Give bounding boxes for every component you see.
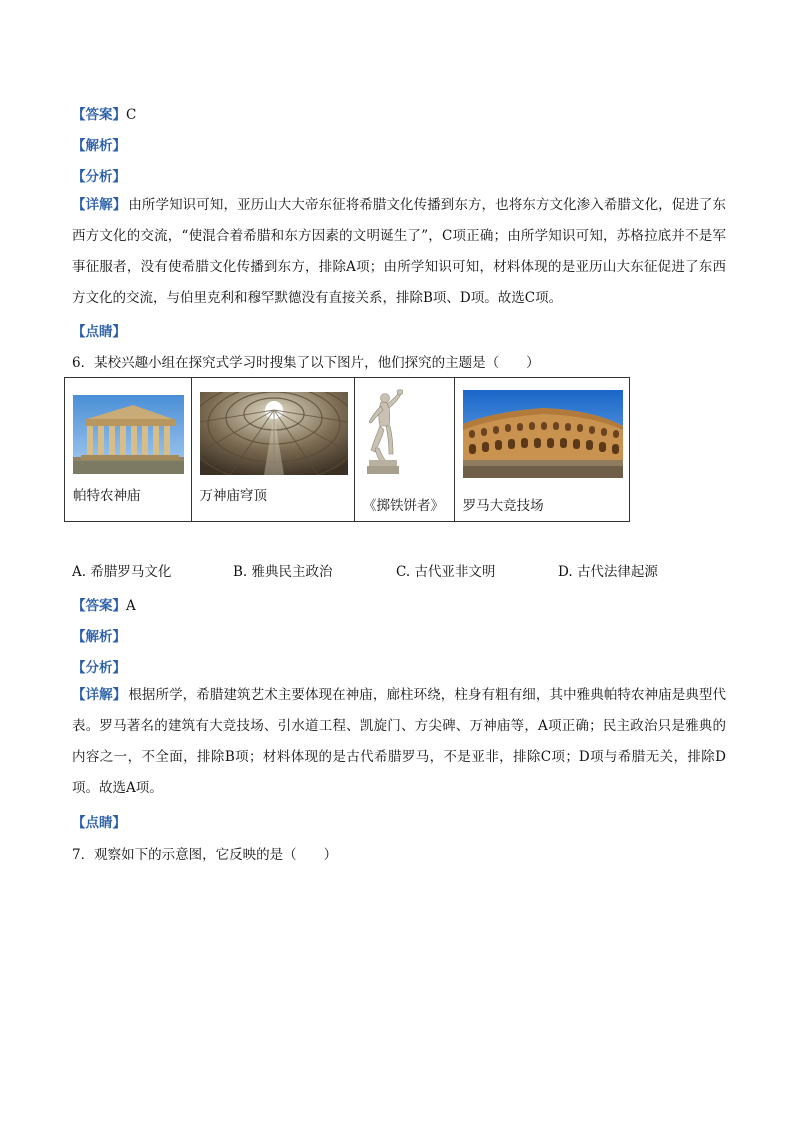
q6-options [72, 560, 732, 582]
q6-fenxi-line [72, 656, 126, 676]
option-b[interactable] [233, 560, 333, 580]
answer-value: C [126, 107, 137, 123]
q6-detail-paragraph [72, 680, 726, 804]
comment-tag: 【点睛】 [72, 324, 126, 340]
image-caption: 《掷铁饼者》 [362, 498, 444, 514]
parthenon-photo [73, 395, 184, 474]
option-text: 古代法律起源 [576, 564, 658, 580]
comment-tag: 【点睛】 [72, 815, 126, 831]
q5-analysis-line [72, 134, 126, 154]
analysis-tag: 【解析】 [72, 629, 126, 645]
detail-tag: 【详解】 [72, 197, 127, 213]
q6-answer-line [72, 594, 136, 614]
option-letter: D. [558, 564, 573, 580]
answer-tag: 【答案】 [72, 107, 126, 123]
pantheon-dome-photo [200, 392, 348, 475]
fenxi-tag: 【分析】 [72, 169, 126, 185]
image-cell-colosseum [455, 378, 629, 521]
option-c[interactable] [396, 560, 495, 580]
detail-text: 由所学知识可知，亚历山大大帝东征将希腊文化传播到东方，也将东方文化渗入希腊文化，促进了东西方文化的交流，“使混合着希腊和东方因素的文明诞生了”，C项正确；由所学知识可知，苏格拉底并不是军事征服者，没有使希腊文化传播到东方，排除A项；由所学知识可知，材料体现的是亚历山大东征促进了东西方文化的交流，与伯里克利和穆罕默德没有直接关系，排除B项、D项。故选C项。 [72, 197, 727, 306]
q7-stem: 7．观察如下的示意图，它反映的是（ ） [72, 847, 338, 863]
answer-tag: 【答案】 [72, 598, 126, 614]
image-caption: 帕特农神庙 [73, 488, 141, 504]
image-caption: 罗马大竞技场 [462, 498, 544, 514]
option-text: 雅典民主政治 [251, 564, 333, 580]
detail-text: 根据所学，希腊建筑艺术主要体现在神庙，廊柱环绕，柱身有粗有细，其中雅典帕特农神庙是典型代表。罗马著名的建筑有大竞技场、引水道工程、凯旋门、方尖碑、万神庙等，A项正确；民主政治只是雅典的内容之一，不全面，排除B项；材料体现的是古代希腊罗马，不是亚非，排除C项；D项与希腊无关，排除D项。故选A项。 [72, 687, 727, 796]
option-d[interactable] [558, 560, 658, 580]
option-letter: C. [396, 564, 411, 580]
option-letter: B. [233, 564, 248, 580]
image-cell-pantheon [192, 378, 355, 521]
analysis-tag: 【解析】 [72, 138, 126, 154]
option-a[interactable] [72, 560, 171, 580]
option-text: 古代亚非文明 [414, 564, 496, 580]
image-cell-discobolus [355, 378, 455, 521]
fenxi-tag: 【分析】 [72, 660, 126, 676]
q5-comment-line [72, 320, 126, 340]
option-text: 希腊罗马文化 [90, 564, 172, 580]
colosseum-photo [463, 390, 623, 478]
option-letter: A. [72, 564, 87, 580]
q6-image-table [64, 377, 630, 522]
q5-answer-line [72, 103, 136, 123]
answer-value: A [126, 598, 136, 614]
detail-tag: 【详解】 [72, 687, 127, 703]
image-cell-parthenon [65, 378, 192, 521]
discobolus-statue-photo [363, 388, 403, 478]
q6-comment-line [72, 811, 126, 831]
q5-fenxi-line [72, 165, 126, 185]
q5-detail-paragraph [72, 190, 726, 314]
q6-stem: 6．某校兴趣小组在探究式学习时搜集了以下图片，他们探究的主题是（ ） [72, 355, 540, 371]
image-caption: 万神庙穹顶 [199, 488, 268, 504]
q6-analysis-line [72, 625, 126, 645]
